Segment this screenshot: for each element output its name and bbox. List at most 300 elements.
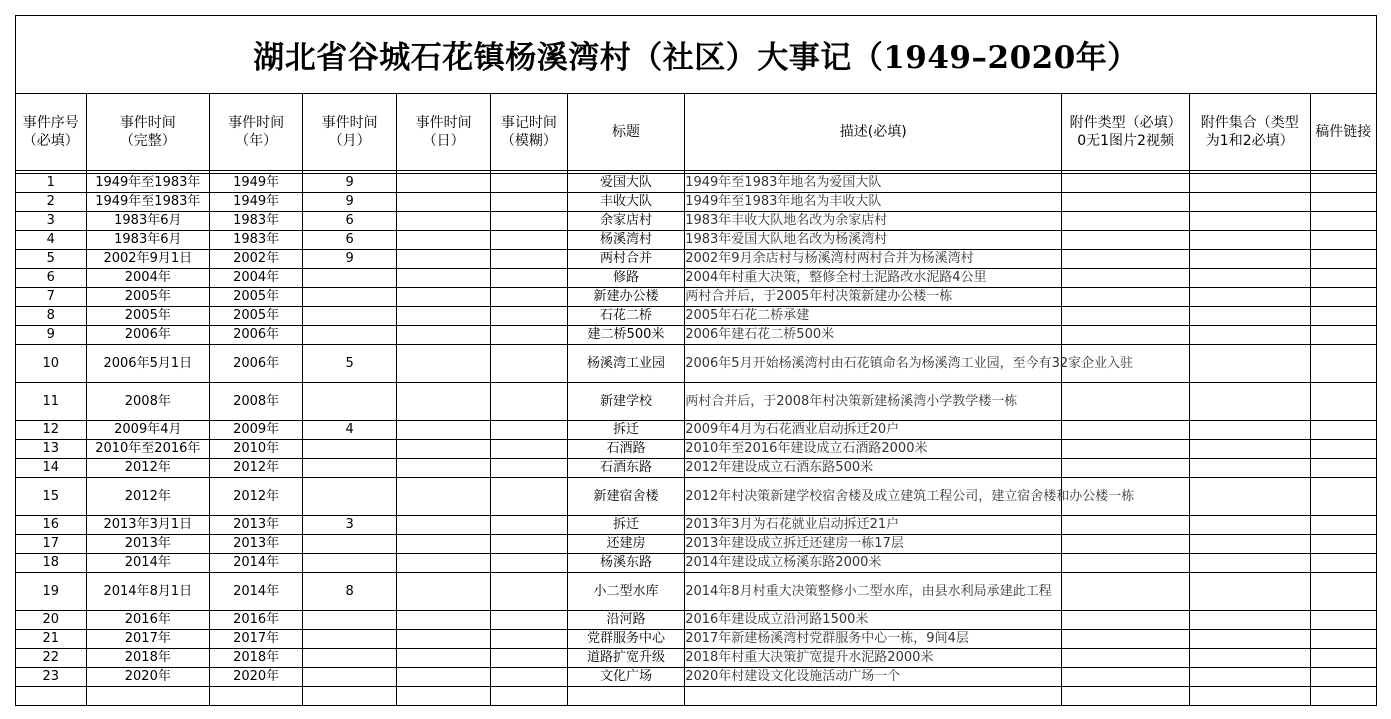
cell-title[interactable]: 杨溪湾工业园 — [567, 345, 685, 383]
cell-attachment-set[interactable] — [1189, 269, 1310, 288]
sheet-title: 湖北省谷城石花镇杨溪湾村（社区）大事记（1949–2020年） — [16, 16, 1377, 94]
cell-title[interactable]: 党群服务中心 — [567, 630, 685, 649]
cell-description[interactable]: 2013年3月为石花就业启动拆迁21户 — [685, 516, 1062, 535]
cell-time-day[interactable] — [397, 516, 491, 535]
cell-link[interactable] — [1310, 326, 1377, 345]
empty-cell[interactable] — [1062, 687, 1190, 706]
cell-link[interactable] — [1310, 668, 1377, 687]
cell-attachment-set[interactable] — [1189, 345, 1310, 383]
cell-attachment-set[interactable] — [1189, 174, 1310, 193]
cell-link[interactable] — [1310, 611, 1377, 630]
cell-time-day[interactable] — [397, 649, 491, 668]
empty-row — [16, 687, 1377, 706]
cell-description[interactable]: 2012年建设成立石酒东路500米 — [685, 459, 1062, 478]
cell-description[interactable]: 2013年建设成立拆迁还建房一栋17层 — [685, 535, 1062, 554]
cell-time-month[interactable] — [303, 326, 397, 345]
cell-attachment-set[interactable] — [1189, 383, 1310, 421]
events-table — [15, 15, 1377, 706]
cell-time-month[interactable] — [303, 649, 397, 668]
cell-attachment-type[interactable] — [1062, 440, 1190, 459]
cell-attachment-type[interactable] — [1062, 174, 1190, 193]
cell-link[interactable] — [1310, 459, 1377, 478]
cell-time-full[interactable]: 2004年 — [86, 269, 210, 288]
cell-attachment-set[interactable] — [1189, 611, 1310, 630]
cell-time-fuzzy[interactable] — [491, 193, 568, 212]
cell-description[interactable]: 2018年村重大决策扩宽提升水泥路2000米 — [685, 649, 1062, 668]
empty-cell[interactable] — [1310, 687, 1377, 706]
cell-title[interactable]: 丰收大队 — [567, 193, 685, 212]
cell-link[interactable] — [1310, 269, 1377, 288]
cell-time-month[interactable]: 9 — [303, 250, 397, 269]
table-row — [16, 250, 1377, 269]
cell-event-no[interactable]: 13 — [16, 440, 87, 459]
header-attachment-set — [1189, 94, 1310, 171]
header-line: （模糊） — [500, 133, 557, 149]
cell-title[interactable]: 两村合并 — [567, 250, 685, 269]
cell-event-no[interactable]: 16 — [16, 516, 87, 535]
cell-time-fuzzy[interactable] — [491, 269, 568, 288]
cell-time-month[interactable] — [303, 307, 397, 326]
cell-time-day[interactable] — [397, 611, 491, 630]
empty-cell[interactable] — [16, 687, 87, 706]
cell-time-day[interactable] — [397, 193, 491, 212]
cell-time-full[interactable]: 2014年 — [86, 554, 210, 573]
cell-time-full[interactable]: 2014年8月1日 — [86, 573, 210, 611]
cell-event-no[interactable]: 20 — [16, 611, 87, 630]
cell-time-year[interactable]: 2002年 — [210, 250, 303, 269]
cell-time-month[interactable] — [303, 554, 397, 573]
cell-link[interactable] — [1310, 212, 1377, 231]
table-row — [16, 231, 1377, 250]
cell-time-year[interactable]: 2013年 — [210, 516, 303, 535]
cell-time-year[interactable]: 2004年 — [210, 269, 303, 288]
cell-time-year[interactable]: 2014年 — [210, 573, 303, 611]
cell-time-full[interactable]: 2008年 — [86, 383, 210, 421]
cell-time-full[interactable]: 2020年 — [86, 668, 210, 687]
cell-title[interactable]: 道路扩宽升级 — [567, 649, 685, 668]
cell-time-fuzzy[interactable] — [491, 174, 568, 193]
cell-attachment-type[interactable] — [1062, 212, 1190, 231]
cell-attachment-set[interactable] — [1189, 516, 1310, 535]
cell-time-day[interactable] — [397, 478, 491, 516]
cell-title[interactable]: 杨溪湾村 — [567, 231, 685, 250]
cell-event-no[interactable]: 4 — [16, 231, 87, 250]
cell-link[interactable] — [1310, 174, 1377, 193]
cell-title[interactable]: 沿河路 — [567, 611, 685, 630]
table-row — [16, 649, 1377, 668]
cell-time-fuzzy[interactable] — [491, 516, 568, 535]
cell-event-no[interactable]: 19 — [16, 573, 87, 611]
cell-time-fuzzy[interactable] — [491, 231, 568, 250]
cell-link[interactable] — [1310, 307, 1377, 326]
cell-attachment-set[interactable] — [1189, 307, 1310, 326]
cell-time-fuzzy[interactable] — [491, 383, 568, 421]
cell-description[interactable]: 2017年新建杨溪湾村党群服务中心一栋，9间4层 — [685, 630, 1062, 649]
empty-cell[interactable] — [397, 687, 491, 706]
cell-attachment-set[interactable] — [1189, 421, 1310, 440]
cell-time-day[interactable] — [397, 440, 491, 459]
cell-attachment-type[interactable] — [1062, 307, 1190, 326]
cell-attachment-type[interactable] — [1062, 193, 1190, 212]
cell-link[interactable] — [1310, 516, 1377, 535]
header-line: 事件时间 — [228, 115, 285, 131]
cell-time-fuzzy[interactable] — [491, 554, 568, 573]
cell-time-fuzzy[interactable] — [491, 307, 568, 326]
cell-time-day[interactable] — [397, 231, 491, 250]
cell-link[interactable] — [1310, 193, 1377, 212]
cell-time-year[interactable]: 2006年 — [210, 326, 303, 345]
cell-time-day[interactable] — [397, 383, 491, 421]
cell-time-month[interactable]: 5 — [303, 345, 397, 383]
cell-time-year[interactable]: 2014年 — [210, 554, 303, 573]
cell-title[interactable]: 石花二桥 — [567, 307, 685, 326]
cell-attachment-set[interactable] — [1189, 326, 1310, 345]
cell-description[interactable]: 2020年村建设文化设施活动广场一个 — [685, 668, 1062, 687]
cell-time-full[interactable]: 2002年9月1日 — [86, 250, 210, 269]
cell-description[interactable]: 1983年丰收大队地名改为余家店村 — [685, 212, 1062, 231]
table-row — [16, 554, 1377, 573]
cell-time-day[interactable] — [397, 212, 491, 231]
cell-description[interactable]: 1983年爱国大队地名改为杨溪湾村 — [685, 231, 1062, 250]
cell-attachment-type[interactable] — [1062, 611, 1190, 630]
cell-time-year[interactable]: 2010年 — [210, 440, 303, 459]
table-row — [16, 459, 1377, 478]
cell-time-fuzzy[interactable] — [491, 459, 568, 478]
cell-time-full[interactable]: 2013年3月1日 — [86, 516, 210, 535]
cell-attachment-type[interactable] — [1062, 573, 1190, 611]
cell-link[interactable] — [1310, 231, 1377, 250]
cell-time-full[interactable]: 2017年 — [86, 630, 210, 649]
cell-time-year[interactable]: 2009年 — [210, 421, 303, 440]
cell-time-fuzzy[interactable] — [491, 535, 568, 554]
cell-time-year[interactable]: 2018年 — [210, 649, 303, 668]
table-row — [16, 383, 1377, 421]
cell-time-fuzzy[interactable] — [491, 611, 568, 630]
cell-time-month[interactable] — [303, 668, 397, 687]
cell-attachment-type[interactable] — [1062, 554, 1190, 573]
cell-time-full[interactable]: 1949年至1983年 — [86, 193, 210, 212]
table-row — [16, 269, 1377, 288]
cell-attachment-type[interactable] — [1062, 250, 1190, 269]
cell-title[interactable]: 还建房 — [567, 535, 685, 554]
cell-time-fuzzy[interactable] — [491, 440, 568, 459]
cell-attachment-set[interactable] — [1189, 459, 1310, 478]
cell-time-fuzzy[interactable] — [491, 288, 568, 307]
header-line: 附件集合（类型 — [1200, 115, 1299, 131]
cell-title[interactable]: 爱国大队 — [567, 174, 685, 193]
cell-time-year[interactable]: 2017年 — [210, 630, 303, 649]
cell-link[interactable] — [1310, 478, 1377, 516]
cell-event-no[interactable]: 23 — [16, 668, 87, 687]
cell-link[interactable] — [1310, 421, 1377, 440]
cell-time-month[interactable] — [303, 269, 397, 288]
cell-description[interactable]: 2005年石花二桥承建 — [685, 307, 1062, 326]
cell-time-day[interactable] — [397, 554, 491, 573]
cell-time-full[interactable]: 1983年6月 — [86, 212, 210, 231]
table-row — [16, 174, 1377, 193]
cell-time-year[interactable]: 2008年 — [210, 383, 303, 421]
cell-time-month[interactable]: 6 — [303, 212, 397, 231]
cell-time-fuzzy[interactable] — [491, 573, 568, 611]
cell-time-full[interactable]: 2012年 — [86, 459, 210, 478]
cell-time-year[interactable]: 1983年 — [210, 212, 303, 231]
cell-event-no[interactable]: 22 — [16, 649, 87, 668]
cell-time-fuzzy[interactable] — [491, 668, 568, 687]
cell-time-full[interactable]: 2006年5月1日 — [86, 345, 210, 383]
cell-time-full[interactable]: 2012年 — [86, 478, 210, 516]
cell-attachment-set[interactable] — [1189, 478, 1310, 516]
cell-attachment-type[interactable] — [1062, 288, 1190, 307]
cell-time-year[interactable]: 1949年 — [210, 193, 303, 212]
cell-time-year[interactable]: 2020年 — [210, 668, 303, 687]
cell-attachment-type[interactable] — [1062, 421, 1190, 440]
cell-time-full[interactable]: 2010年至2016年 — [86, 440, 210, 459]
cell-description[interactable]: 2014年8月村重大决策整修小二型水库，由县水利局承建此工程 — [685, 573, 1062, 611]
cell-time-year[interactable]: 2006年 — [210, 345, 303, 383]
cell-time-full[interactable]: 2018年 — [86, 649, 210, 668]
table-row — [16, 307, 1377, 326]
header-line: 0无1图片2视频 — [1077, 133, 1174, 149]
header-line: 附件类型（必填） — [1069, 115, 1182, 131]
cell-title[interactable]: 新建宿舍楼 — [567, 478, 685, 516]
cell-time-full[interactable]: 2005年 — [86, 288, 210, 307]
header-line: 描述(必填) — [839, 124, 907, 140]
cell-event-no[interactable]: 15 — [16, 478, 87, 516]
cell-time-month[interactable] — [303, 459, 397, 478]
cell-event-no[interactable]: 10 — [16, 345, 87, 383]
cell-attachment-type[interactable] — [1062, 459, 1190, 478]
cell-attachment-set[interactable] — [1189, 554, 1310, 573]
cell-description[interactable]: 2002年9月余店村与杨溪湾村两村合并为杨溪湾村 — [685, 250, 1062, 269]
cell-time-full[interactable]: 2009年4月 — [86, 421, 210, 440]
cell-attachment-set[interactable] — [1189, 288, 1310, 307]
cell-attachment-set[interactable] — [1189, 649, 1310, 668]
cell-description[interactable]: 两村合并后，于2005年村决策新建办公楼一栋 — [685, 288, 1062, 307]
cell-description[interactable]: 1949年至1983年地名为爱国大队 — [685, 174, 1062, 193]
header-time-month — [303, 94, 397, 171]
cell-time-full[interactable]: 1949年至1983年 — [86, 174, 210, 193]
cell-time-month[interactable] — [303, 383, 397, 421]
cell-link[interactable] — [1310, 649, 1377, 668]
cell-description[interactable]: 2014年建设成立杨溪东路2000米 — [685, 554, 1062, 573]
cell-description[interactable]: 两村合并后，于2008年村决策新建杨溪湾小学教学楼一栋 — [685, 383, 1062, 421]
cell-attachment-type[interactable] — [1062, 269, 1190, 288]
cell-event-no[interactable]: 1 — [16, 174, 87, 193]
table-row — [16, 478, 1377, 516]
table-row — [16, 535, 1377, 554]
cell-title[interactable]: 修路 — [567, 269, 685, 288]
empty-cell[interactable] — [1189, 687, 1310, 706]
cell-time-month[interactable]: 9 — [303, 174, 397, 193]
cell-attachment-type[interactable] — [1062, 231, 1190, 250]
empty-cell[interactable] — [685, 687, 1062, 706]
header-time-full — [86, 94, 210, 171]
cell-time-day[interactable] — [397, 326, 491, 345]
cell-time-day[interactable] — [397, 535, 491, 554]
cell-attachment-type[interactable] — [1062, 383, 1190, 421]
cell-event-no[interactable]: 2 — [16, 193, 87, 212]
cell-time-day[interactable] — [397, 421, 491, 440]
cell-event-no[interactable]: 6 — [16, 269, 87, 288]
empty-cell[interactable] — [491, 687, 568, 706]
cell-event-no[interactable]: 5 — [16, 250, 87, 269]
cell-time-day[interactable] — [397, 573, 491, 611]
cell-attachment-set[interactable] — [1189, 231, 1310, 250]
cell-attachment-set[interactable] — [1189, 668, 1310, 687]
cell-time-day[interactable] — [397, 269, 491, 288]
header-line: （年） — [235, 133, 278, 149]
table-row — [16, 345, 1377, 383]
cell-time-full[interactable]: 2013年 — [86, 535, 210, 554]
cell-event-no[interactable]: 11 — [16, 383, 87, 421]
header-line: 标题 — [611, 124, 640, 140]
cell-time-fuzzy[interactable] — [491, 478, 568, 516]
cell-time-full[interactable]: 2016年 — [86, 611, 210, 630]
cell-attachment-type[interactable] — [1062, 668, 1190, 687]
cell-title[interactable]: 新建办公楼 — [567, 288, 685, 307]
cell-event-no[interactable]: 12 — [16, 421, 87, 440]
cell-event-no[interactable]: 14 — [16, 459, 87, 478]
cell-link[interactable] — [1310, 383, 1377, 421]
cell-description[interactable]: 2009年4月为石花酒业启动拆迁20户 — [685, 421, 1062, 440]
cell-time-year[interactable]: 2005年 — [210, 307, 303, 326]
cell-time-fuzzy[interactable] — [491, 212, 568, 231]
cell-time-day[interactable] — [397, 459, 491, 478]
cell-attachment-type[interactable] — [1062, 535, 1190, 554]
cell-time-day[interactable] — [397, 668, 491, 687]
cell-time-month[interactable] — [303, 440, 397, 459]
cell-time-month[interactable] — [303, 611, 397, 630]
cell-time-fuzzy[interactable] — [491, 326, 568, 345]
cell-time-day[interactable] — [397, 288, 491, 307]
empty-cell[interactable] — [567, 687, 685, 706]
cell-link[interactable] — [1310, 554, 1377, 573]
header-line: 事件时间 — [119, 115, 176, 131]
cell-event-no[interactable]: 18 — [16, 554, 87, 573]
table-row — [16, 440, 1377, 459]
cell-time-month[interactable]: 8 — [303, 573, 397, 611]
cell-time-full[interactable]: 2006年 — [86, 326, 210, 345]
empty-cell[interactable] — [210, 687, 303, 706]
cell-link[interactable] — [1310, 440, 1377, 459]
cell-link[interactable] — [1310, 573, 1377, 611]
cell-time-year[interactable]: 2012年 — [210, 478, 303, 516]
cell-attachment-type[interactable] — [1062, 326, 1190, 345]
cell-attachment-type[interactable] — [1062, 649, 1190, 668]
cell-link[interactable] — [1310, 250, 1377, 269]
cell-link[interactable] — [1310, 288, 1377, 307]
cell-time-month[interactable] — [303, 478, 397, 516]
cell-title[interactable]: 石酒路 — [567, 440, 685, 459]
cell-title[interactable]: 建二桥500米 — [567, 326, 685, 345]
cell-time-month[interactable]: 6 — [303, 231, 397, 250]
cell-description[interactable]: 2016年建设成立沿河路1500米 — [685, 611, 1062, 630]
cell-title[interactable]: 新建学校 — [567, 383, 685, 421]
cell-time-month[interactable]: 4 — [303, 421, 397, 440]
cell-attachment-type[interactable] — [1062, 630, 1190, 649]
cell-attachment-type[interactable] — [1062, 516, 1190, 535]
cell-event-no[interactable]: 3 — [16, 212, 87, 231]
table-row — [16, 573, 1377, 611]
cell-attachment-set[interactable] — [1189, 535, 1310, 554]
cell-time-year[interactable]: 1983年 — [210, 231, 303, 250]
cell-event-no[interactable]: 8 — [16, 307, 87, 326]
cell-attachment-set[interactable] — [1189, 630, 1310, 649]
cell-description[interactable]: 2004年村重大决策，整修全村土泥路改水泥路4公里 — [685, 269, 1062, 288]
cell-time-day[interactable] — [397, 630, 491, 649]
cell-attachment-set[interactable] — [1189, 212, 1310, 231]
cell-link[interactable] — [1310, 345, 1377, 383]
header-line: 事件序号 — [22, 115, 79, 131]
cell-time-fuzzy[interactable] — [491, 250, 568, 269]
table-row — [16, 212, 1377, 231]
cell-time-full[interactable]: 1983年6月 — [86, 231, 210, 250]
cell-time-year[interactable]: 2005年 — [210, 288, 303, 307]
cell-title[interactable]: 余家店村 — [567, 212, 685, 231]
cell-event-no[interactable]: 9 — [16, 326, 87, 345]
cell-time-fuzzy[interactable] — [491, 649, 568, 668]
cell-title[interactable]: 石酒东路 — [567, 459, 685, 478]
cell-time-year[interactable]: 2012年 — [210, 459, 303, 478]
cell-title[interactable]: 拆迁 — [567, 516, 685, 535]
cell-title[interactable]: 小二型水库 — [567, 573, 685, 611]
cell-time-fuzzy[interactable] — [491, 345, 568, 383]
header-time-day — [397, 94, 491, 171]
cell-time-day[interactable] — [397, 250, 491, 269]
table-row — [16, 193, 1377, 212]
cell-time-year[interactable]: 1949年 — [210, 174, 303, 193]
cell-time-full[interactable]: 2005年 — [86, 307, 210, 326]
cell-time-month[interactable] — [303, 630, 397, 649]
cell-time-month[interactable]: 3 — [303, 516, 397, 535]
cell-time-fuzzy[interactable] — [491, 630, 568, 649]
cell-description[interactable]: 2010年至2016年建设成立石酒路2000米 — [685, 440, 1062, 459]
cell-description[interactable]: 2012年村决策新建学校宿舍楼及成立建筑工程公司，建立宿舍楼和办公楼一栋 — [685, 478, 1062, 516]
cell-link[interactable] — [1310, 535, 1377, 554]
cell-attachment-set[interactable] — [1189, 250, 1310, 269]
cell-description[interactable]: 2006年建石花二桥500米 — [685, 326, 1062, 345]
cell-time-day[interactable] — [397, 174, 491, 193]
cell-attachment-set[interactable] — [1189, 193, 1310, 212]
cell-title[interactable]: 文化广场 — [567, 668, 685, 687]
empty-cell[interactable] — [86, 687, 210, 706]
cell-description[interactable]: 1949年至1983年地名为丰收大队 — [685, 193, 1062, 212]
cell-time-month[interactable]: 9 — [303, 193, 397, 212]
header-line: （必填） — [22, 133, 79, 149]
cell-attachment-set[interactable] — [1189, 573, 1310, 611]
empty-cell[interactable] — [303, 687, 397, 706]
header-event-no — [16, 94, 87, 171]
cell-title[interactable]: 杨溪东路 — [567, 554, 685, 573]
table-row — [16, 516, 1377, 535]
cell-attachment-set[interactable] — [1189, 440, 1310, 459]
cell-time-year[interactable]: 2013年 — [210, 535, 303, 554]
header-time-year — [210, 94, 303, 171]
cell-time-year[interactable]: 2016年 — [210, 611, 303, 630]
cell-description[interactable]: 2006年5月开始杨溪湾村由石花镇命名为杨溪湾工业园，至今有32家企业入驻 — [685, 345, 1062, 383]
cell-event-no[interactable]: 7 — [16, 288, 87, 307]
cell-title[interactable]: 拆迁 — [567, 421, 685, 440]
cell-event-no[interactable]: 21 — [16, 630, 87, 649]
cell-time-month[interactable] — [303, 535, 397, 554]
cell-event-no[interactable]: 17 — [16, 535, 87, 554]
cell-time-day[interactable] — [397, 345, 491, 383]
cell-time-fuzzy[interactable] — [491, 421, 568, 440]
cell-time-month[interactable] — [303, 288, 397, 307]
header-line: 事记时间 — [500, 115, 557, 131]
cell-link[interactable] — [1310, 630, 1377, 649]
cell-time-day[interactable] — [397, 307, 491, 326]
